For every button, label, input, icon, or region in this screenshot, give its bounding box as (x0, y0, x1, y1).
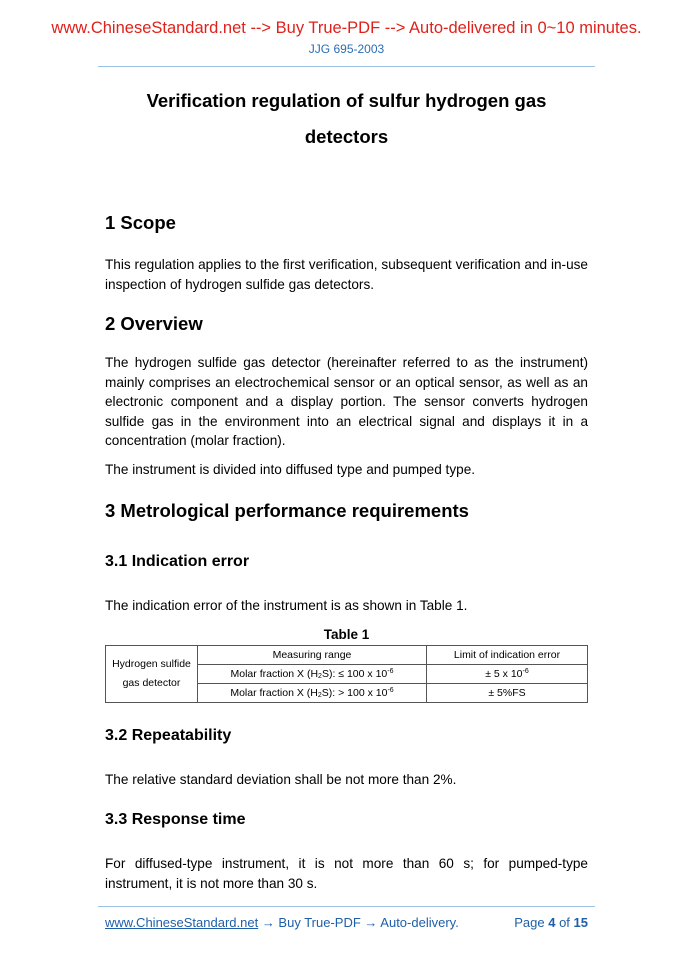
range-cell: Molar fraction X $(H_2S)$: ≤ 100 x $10^{-6}$ (198, 665, 427, 684)
heading-overview: 2 Overview (105, 313, 203, 334)
error-cell: ± 5 x $10^{-6}$ (427, 665, 588, 684)
response-time-text: For diffused-type instrument, it is not more than 60 s; for pumped-type instrument, it is not more than 30 s. (105, 856, 588, 891)
heading-scope: 1 Scope (105, 212, 176, 233)
page-indicator: Page 4 of 15 (514, 915, 588, 930)
overview-text-2: The instrument is divided into diffused type and pumped type. (105, 462, 476, 477)
footer-link[interactable]: www.ChineseStandard.net (105, 915, 259, 930)
footer-text: → Buy True-PDF → Auto-delivery. (258, 915, 459, 930)
col-header-error: Limit of indication error (427, 646, 588, 665)
overview-text: The hydrogen sulfide gas detector (hereinafter referred to as the instrument) mainly comprises an electrochemical sensor or an optical sensor, as well as an electronic component and a display portion. The sensor converts hydrogen sulfide gas in the environment into an electrical signal and displays it in a concentration (molar fraction). (105, 355, 588, 448)
error-cell: ± 5%FS (427, 684, 588, 703)
row-header: Hydrogen sulfide gas detector (106, 646, 198, 703)
footer-divider (98, 906, 595, 907)
header-divider (98, 66, 595, 67)
document-title-line2: detectors (304, 126, 389, 147)
indication-error-text: The indication error of the instrument is as shown in Table 1. (105, 598, 468, 613)
footer (105, 915, 588, 930)
table-1 (105, 645, 588, 703)
table-caption: Table 1 (323, 627, 370, 642)
document-code: JJG 695-2003 (308, 42, 385, 56)
repeatability-text: The relative standard deviation shall be not more than 2%. (105, 772, 457, 787)
promo-banner: www.ChineseStandard.net --> Buy True-PDF --> Auto-delivered in 0~10 minutes. (51, 19, 642, 37)
scope-text: This regulation applies to the first verification, subsequent verification and in-use inspection of hydrogen sulfide gas detectors. (105, 257, 588, 292)
heading-response-time: 3.3 Response time (105, 811, 246, 828)
heading-indication-error: 3.1 Indication error (105, 553, 250, 570)
heading-metrological: 3 Metrological performance requirements (105, 500, 469, 521)
heading-repeatability: 3.2 Repeatability (105, 727, 232, 744)
col-header-range: Measuring range (198, 646, 427, 665)
document-title-line1: Verification regulation of sulfur hydrogen gas (146, 90, 547, 111)
range-cell: Molar fraction X $(H_2S)$: > 100 x $10^{-6}$ (198, 684, 427, 703)
